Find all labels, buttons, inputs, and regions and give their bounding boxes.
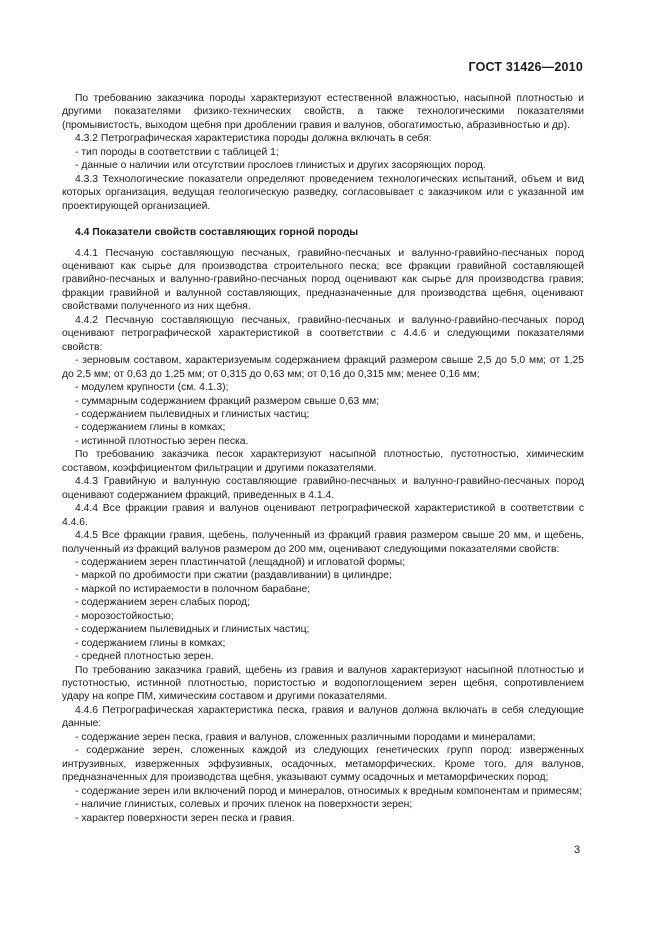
list-item: - содержание зерен или включений пород и минералов, относимых к вредным компонентам и примесям; (75, 785, 582, 797)
paragraph: 4.4.5 Все фракции гравия, щебень, полученный из фракций гравия размером свыше 20 мм, и щебень, полученный из фракций валунов размером до 200 мм, оценивают следующими показателями свойств: (62, 530, 584, 555)
paragraph: По требованию заказчика гравий, щебень из гравия и валунов характеризуют насыпной плотностью и пустотностью, истинной плотностью, пористостью и водопоглощением зерен щебня, сопротивлением удару на копре ПМ, химическим составом и другими показателями. (62, 664, 584, 703)
list-item: - содержанием зерен пластинчатой (лещадной) и игловатой формы; (75, 556, 406, 568)
paragraph: 4.3.3 Технологические показатели определяют проведением технологических испытаний, объем и вид которых организация, ведущая геологическую разведку, согласовывает с заказчиком или с указанной им проектирующей организацией. (62, 173, 584, 212)
list-item: - модулем крупности (см. 4.1.3); (75, 382, 229, 394)
list-item: - маркой по истираемости в полочном барабане; (75, 583, 311, 595)
list-item: - содержание зерен, сложенных каждой из следующих генетических групп пород: изверженных интрузивных, изверженных эффузивных, осадочных, метаморфических. Кроме того, для валунов, предназначенных для производства щебня, указывают сумму осадочных и метаморфических пород; (62, 745, 584, 784)
list-item: - содержанием зерен слабых пород; (75, 597, 250, 609)
list-item: - содержанием пылевидных и глинистых частиц; (75, 624, 310, 636)
list-item: - содержанием пылевидных и глинистых частиц; (75, 408, 310, 420)
list-item: - зерновым составом, характеризуемым содержанием фракций размером свыше 2,5 до 5,0 мм; от 1,25 до 2,5 мм; от 0,63 до 1,25 мм; от 0,315 до 0,63 мм; от 0,16 до 0,315 мм; менее 0,16 мм; (62, 355, 584, 380)
list-item: - содержанием глины в комках; (75, 422, 226, 434)
list-item: - истинной плотностью зерен песка. (75, 435, 249, 447)
paragraph: По требованию заказчика песок характеризуют насыпной плотностью, пустотностью, химическим составом, коэффициентом фильтрации и другими показателями. (62, 449, 584, 474)
page-number: 3 (574, 844, 581, 856)
list-item: - данные о наличии или отсутствии прослоев глинистых и других засоряющих пород. (75, 160, 486, 172)
list-item: - содержание зерен песка, гравия и валунов, сложенных различными породами и минералами; (75, 731, 536, 743)
list-item: - тип породы в соответствии с таблицей 1; (75, 146, 279, 158)
paragraph: 4.4.2 Песчаную составляющую песчаных, гравийно-песчаных и валунно-гравийно-песчаных пород оценивают петрографической характеристикой в соответствии с 4.4.6 и следующими показателями свойств: (62, 314, 584, 353)
list-item: - суммарным содержанием фракций размером свыше 0,63 мм; (75, 395, 380, 407)
list-item: - морозостойкостью; (75, 610, 174, 622)
paragraph: 4.4.3 Гравийную и валунную составляющие гравийно-песчаных и валунно-гравийно-песчаных пород оценивают содержанием фракций, приведенных в 4.1.4. (62, 476, 584, 501)
paragraph: 4.4.6 Петрографическая характеристика песка, гравия и валунов должна включать в себя следующие данные: (62, 704, 584, 730)
list-item: - содержанием глины в комках; (75, 637, 226, 649)
list-item: - маркой по дробимости при сжатии (раздавливании) в цилиндре; (75, 570, 392, 582)
standard-code-header: ГОСТ 31426—2010 (468, 60, 583, 74)
list-item: - средней плотностью зерен. (75, 651, 214, 663)
list-item: - наличие глинистых, солевых и прочих пленок на поверхности зерен; (75, 799, 413, 811)
paragraph: 4.3.2 Петрографическая характеристика породы должна включать в себя: (75, 133, 432, 145)
spacer (62, 213, 584, 221)
document-body (62, 92, 584, 825)
paragraph: 4.4.1 Песчаную составляющую песчаных, гравийно-песчаных и валунно-гравийно-песчаных пород оценивают как сырье для производства строительного песка; все фракции гравийной составляющей гравийно-песчаных и валунно-гравийно-песчаных пород оценивают как сырье для производства гравия; фракции гравийной и валунной составляющих, предназначенные для производства щебня, оценивают свойствами полученного из них щебня. (62, 247, 584, 313)
section-heading: 4.4 Показатели свойств составляющих горной породы (75, 227, 359, 239)
paragraph: 4.4.4 Все фракции гравия и валунов оценивают петрографической характеристикой в соответствии с 4.4.6. (62, 503, 584, 528)
list-item: - характер поверхности зерен песка и гравия. (75, 812, 295, 824)
paragraph: По требованию заказчика породы характеризуют естественной влажностью, насыпной плотностью и другими показателями физико-технических свойств, а также технологическими показателями (промывистость, выходом щебня при дроблении гравия и валунов, обогатимостью, абразивностью и др). (62, 93, 584, 131)
